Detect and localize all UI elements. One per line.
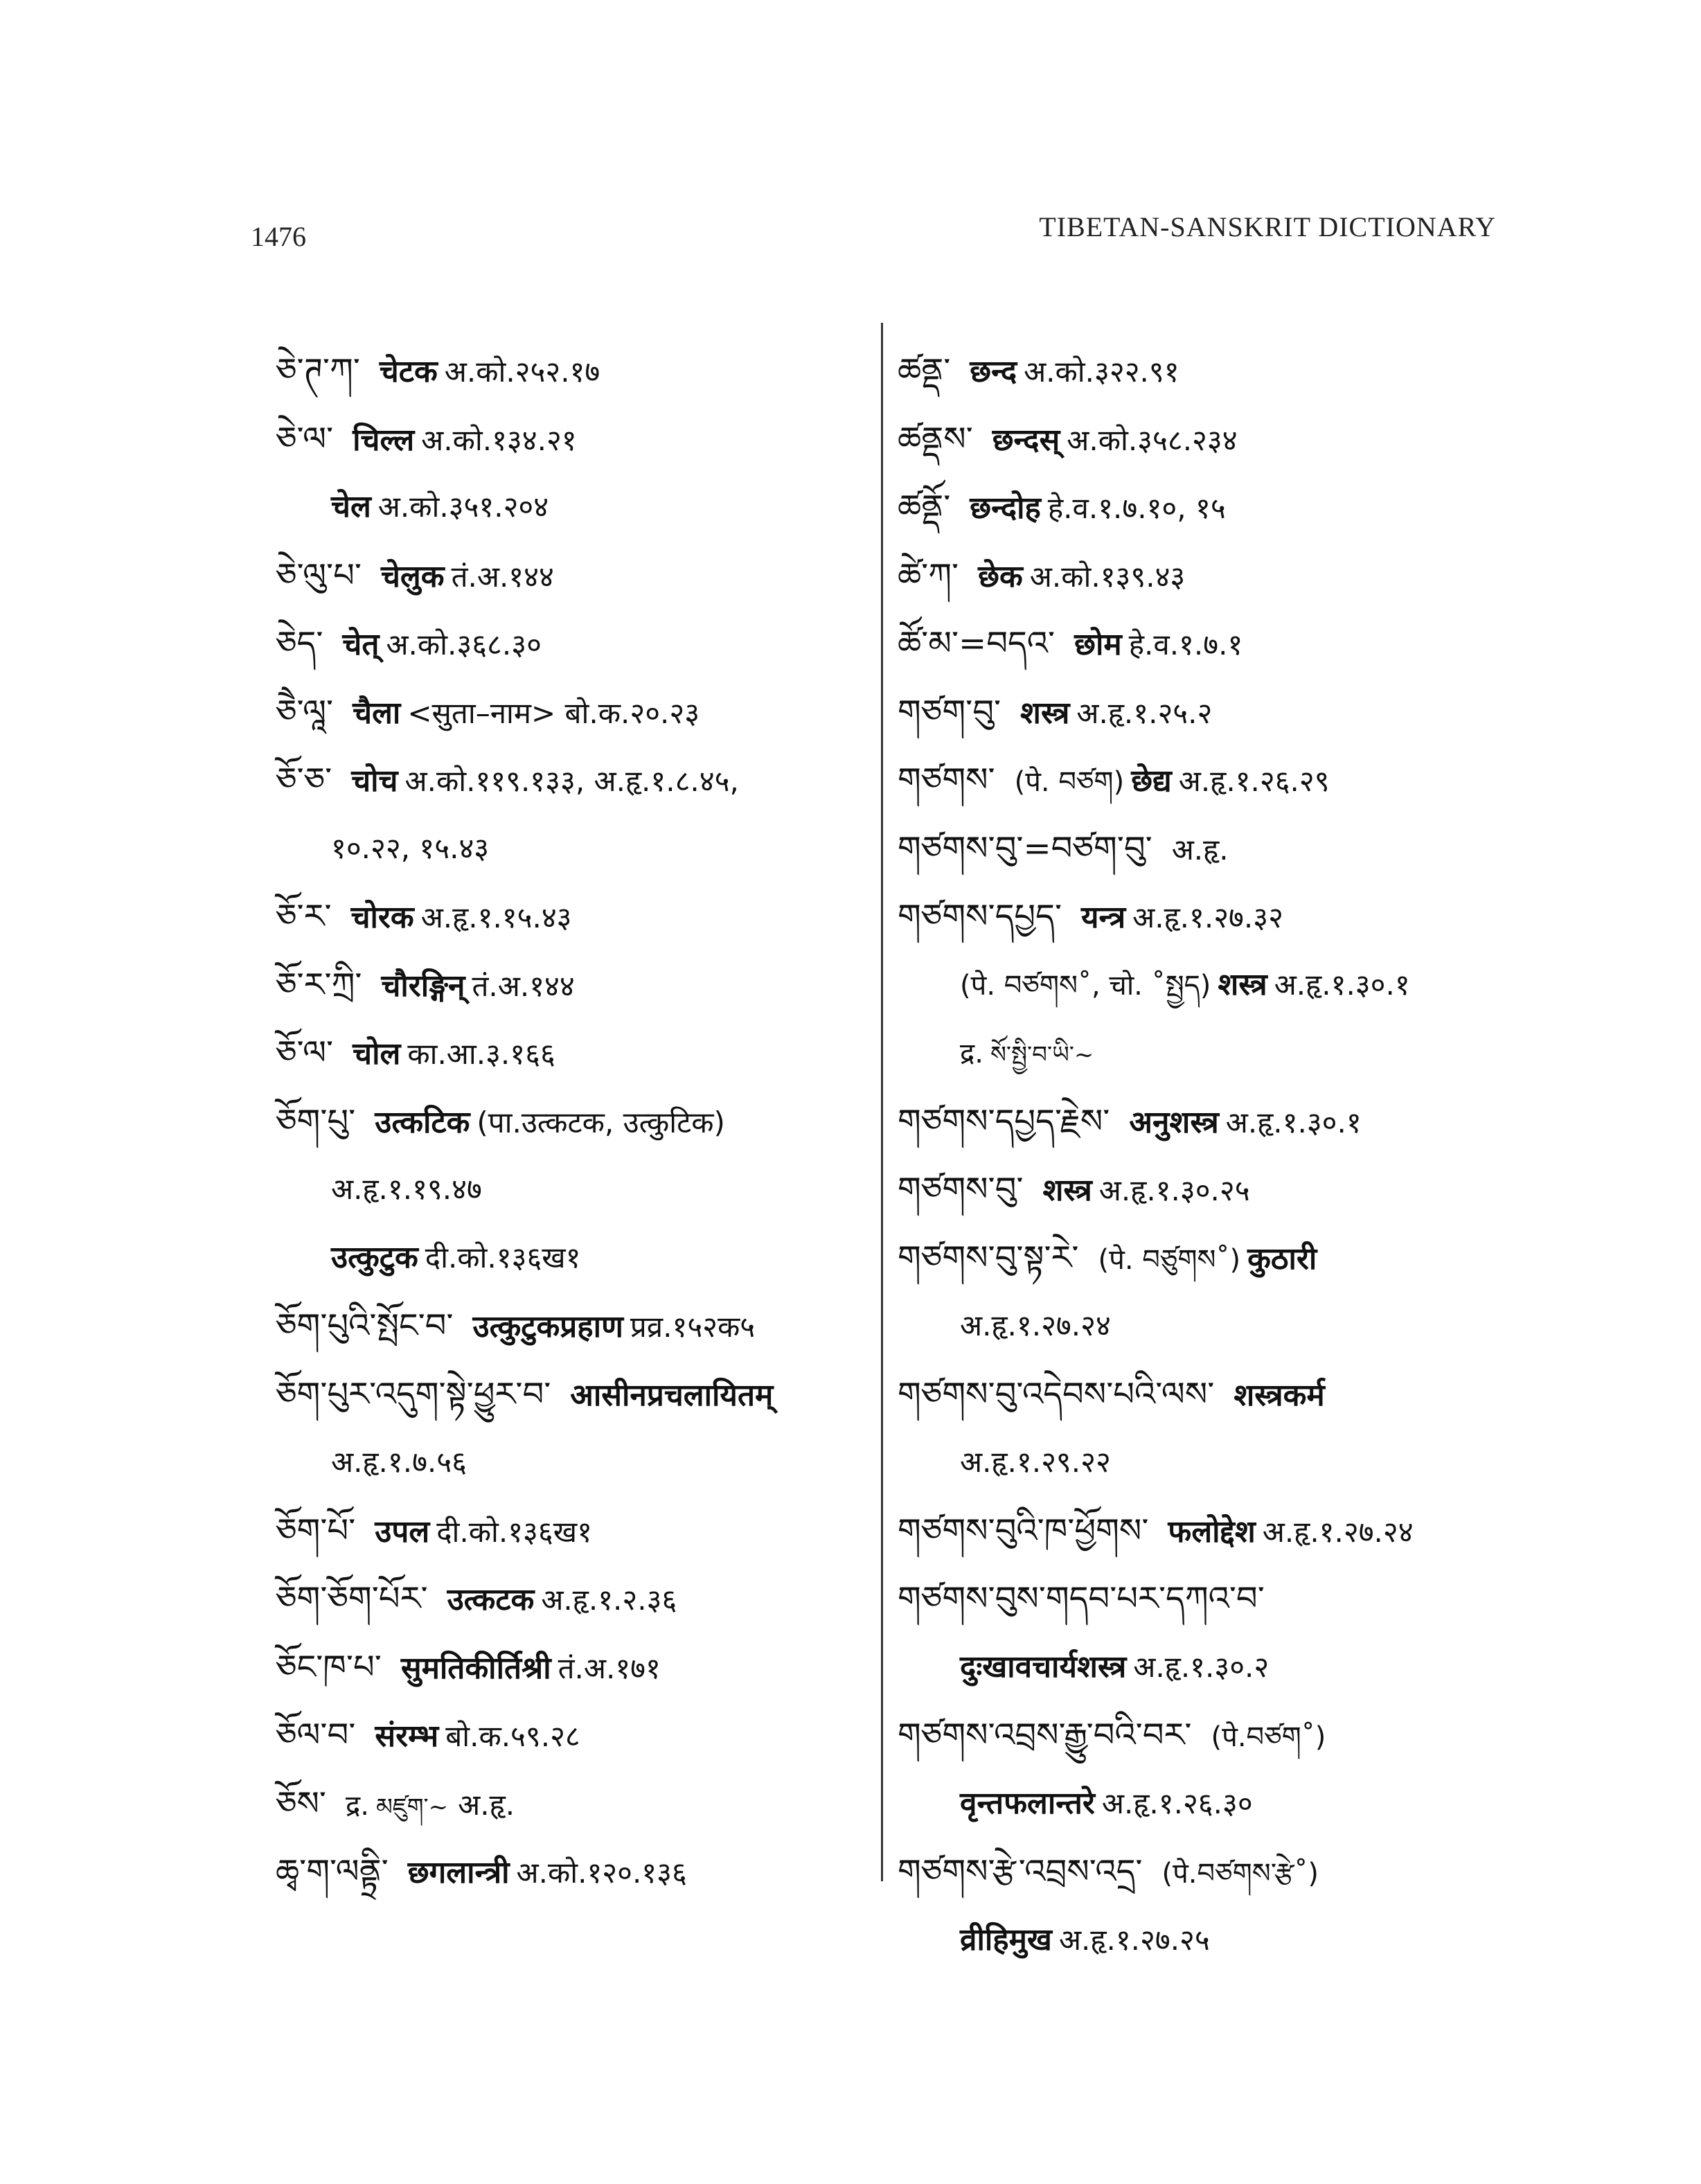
tibetan-headword: ཅོལ་བ་ (276, 1716, 356, 1755)
source-reference: अ.हृ.१.२.३६ (541, 1583, 677, 1617)
tibetan-headword: ཅོས་ (276, 1784, 327, 1823)
entry-line (898, 882, 1507, 951)
entry-line (276, 1633, 857, 1702)
entry-line (276, 1497, 857, 1565)
tibetan-headword: གཙགས་བུས་གདབ་པར་དཀའ་བ་ (898, 1579, 1265, 1618)
tibetan-headword: ཅོང་ཁ་པ་ (276, 1647, 382, 1687)
tibetan-headword: ཚནྡོ་ (898, 488, 951, 526)
entry-line (898, 1224, 1507, 1293)
sanskrit-equivalent: चेत् (342, 627, 380, 662)
variant-note: (पे. བཙགས˚, चो. ˚སྤྱད) (960, 969, 1211, 1002)
tibetan-cross-reference: སོ་སྤྱི་བ་ཡི་~ (990, 1041, 1094, 1069)
entry-line (898, 1087, 1507, 1156)
source-reference: अ.हृ.१.३०.२५ (1098, 1173, 1250, 1207)
tibetan-headword: ཅེ་ཊ་ཀ་ (276, 351, 360, 390)
tibetan-headword: ཅོ་ར་ཀྲི་ (276, 965, 362, 1004)
source-reference: तं.अ.१४४ (451, 559, 554, 594)
source-reference: हे.व.१.७.१ (1128, 628, 1243, 662)
source-reference: १०.२२, १५.४३ (331, 831, 490, 865)
entry-continuation (898, 1770, 1507, 1838)
entry-continuation (898, 1633, 1507, 1702)
source-reference: अ.हृ.१.२५.२ (1076, 695, 1213, 730)
source-reference: अ.हृ.१.३०.१ (1274, 967, 1410, 1002)
variant-note: (पे.བཙག˚) (1211, 1721, 1326, 1753)
sanskrit-equivalent: चेल (331, 489, 371, 524)
source-reference: तं.अ.१७१ (558, 1651, 661, 1685)
sanskrit-equivalent: चेलुक (380, 558, 445, 594)
entry-line (898, 1360, 1507, 1429)
sanskrit-equivalent: यन्त्र (1081, 900, 1126, 935)
tibetan-headword: ཅོག་པོ་ (276, 1511, 356, 1550)
source-reference: अ.हृ.१.१५.४३ (420, 900, 572, 934)
source-reference: हे.व.१.७.१०, १५ (1047, 491, 1226, 525)
tibetan-cross-reference: མཛུག་~ (375, 1793, 449, 1821)
sanskrit-equivalent: कुठारी (1247, 1241, 1317, 1277)
sanskrit-equivalent: छन्दोह (970, 490, 1041, 526)
tibetan-headword: གཙགས་བུའི་ཁ་ཕྱོགས་ (898, 1511, 1149, 1550)
tibetan-headword: གཙགས་བུ་སྟ་རེ་ (898, 1238, 1079, 1277)
source-reference: अ.को.१३९.४३ (1029, 559, 1186, 594)
tibetan-headword: གཙགས་བུ་ (898, 1170, 1024, 1209)
sanskrit-equivalent: छगलान्त्री (407, 1855, 510, 1890)
variant-note: (पे.བཙགས་རྩེ˚) (1161, 1858, 1319, 1890)
entry-line (276, 405, 857, 474)
source-reference: तं.अ.१४४ (472, 968, 575, 1003)
source-reference: अ.हृ.१.१९.४७ (331, 1172, 482, 1206)
column-divider (881, 323, 883, 1881)
source-reference: अ.हृ.१.३०.२ (1133, 1649, 1270, 1684)
entry-line (276, 746, 857, 815)
source-reference: अ.को.३२२.९१ (1024, 355, 1179, 389)
tibetan-headword: ཚནྡ་ (898, 351, 951, 390)
sanskrit-equivalent: वृन्तफलान्तरे (960, 1785, 1095, 1821)
sanskrit-equivalent: फलोद्देश (1168, 1513, 1256, 1550)
tibetan-headword: གཙགས་བུ་འདེབས་པའི་ལས་ (898, 1374, 1215, 1414)
source-reference: (पा.उत्कटक, उत्कुटिक) (477, 1105, 725, 1139)
tibetan-headword: གཙག་བུ་ (898, 692, 1001, 731)
tibetan-headword: གཙགས་ (898, 761, 995, 799)
entry-line (276, 1292, 857, 1360)
tibetan-headword: ཚནྡས་ (898, 419, 973, 459)
entry-continuation (898, 1019, 1507, 1087)
sanskrit-equivalent: चिल्ल (353, 422, 415, 458)
tibetan-headword: ཅཻ་ལཱ་ (276, 692, 334, 731)
entry-continuation (898, 1906, 1507, 1975)
left-column (276, 337, 857, 1906)
sanskrit-equivalent: चोरक (350, 900, 414, 935)
sanskrit-equivalent: आसीनप्रचलायितम् (570, 1377, 774, 1413)
sanskrit-equivalent: चोच (351, 763, 398, 799)
tibetan-headword: ཚེ་ཀ་ (898, 556, 959, 595)
sanskrit-equivalent: उत्कुटुकप्रहाण (472, 1309, 623, 1344)
variant-note: (पे. བཙག) (1014, 766, 1125, 798)
entry-line (898, 1701, 1507, 1770)
sanskrit-equivalent: उपल (375, 1513, 430, 1550)
tibetan-headword: ཅོག་པུར་འདུག་སྟེ་ཕྱུར་བ་ (276, 1374, 551, 1414)
entry-line (898, 473, 1507, 542)
source-reference: अ.को.२५२.१७ (444, 355, 600, 389)
sanskrit-equivalent: शस्त्र (1042, 1173, 1092, 1208)
tibetan-headword: ཆྭ་ག་ལནྟྲི་ (276, 1852, 389, 1891)
cross-reference-note: द्र. (960, 1038, 983, 1069)
entry-line (898, 542, 1507, 610)
sanskrit-equivalent: उत्कटक (447, 1582, 535, 1617)
source-reference: अ.हृ. (1171, 832, 1229, 867)
entry-line (898, 1838, 1507, 1906)
entry-line (276, 542, 857, 610)
variant-note: (पे. བཙུགས˚) (1098, 1243, 1241, 1276)
sanskrit-equivalent: शस्त्र (1218, 966, 1267, 1002)
entry-continuation (898, 1292, 1507, 1360)
entry-line (898, 337, 1507, 405)
source-reference: बो.क.५९.२८ (445, 1719, 580, 1753)
source-reference: का.आ.३.१६६ (407, 1037, 555, 1071)
sanskrit-equivalent: अनुशस्त्र (1129, 1104, 1219, 1140)
tibetan-headword: ཅོ་ལ་ (276, 1033, 334, 1072)
sanskrit-equivalent: छोम (1074, 627, 1122, 662)
entry-line (898, 815, 1507, 883)
entry-line (276, 337, 857, 405)
entry-line (898, 1155, 1507, 1224)
source-reference: दी.को.१३६ख१ (425, 1240, 581, 1275)
tibetan-headword: གཙགས་དཔྱད་ (898, 897, 1062, 936)
entry-continuation (276, 1224, 857, 1293)
tibetan-headword: ཅོ་ར་ (276, 897, 332, 936)
sanskrit-equivalent: चैला (353, 695, 401, 731)
tibetan-headword: ཅེ་ལ་ (276, 419, 334, 459)
entry-line (898, 678, 1507, 747)
source-reference: अ.हृ.१.२७.२४ (960, 1308, 1111, 1342)
tibetan-headword: ཅོག་པུ་ (276, 1101, 356, 1141)
sanskrit-equivalent: छन्द (970, 354, 1017, 389)
source-reference: अ.को.१३४.२१ (421, 423, 577, 457)
entry-line (276, 1360, 857, 1429)
entry-continuation (276, 1155, 857, 1224)
entry-continuation (276, 473, 857, 542)
sanskrit-equivalent: चौरङ्गिन् (381, 968, 465, 1004)
sanskrit-equivalent: चेटक (379, 354, 438, 389)
cross-reference-note: द्र. (346, 1789, 369, 1822)
source-reference: अ.हृ. (458, 1787, 515, 1822)
tibetan-headword: ཅེ་ལུ་པ་ (276, 556, 362, 595)
entry-line (898, 1565, 1507, 1633)
sanskrit-equivalent: व्रीहिमुख (960, 1921, 1052, 1957)
sanskrit-equivalent: सुमतिकीर्तिश्री (400, 1650, 551, 1686)
source-reference: अ.को.३६८.३० (386, 628, 542, 662)
sanskrit-equivalent: उत्कटिक (375, 1104, 470, 1140)
sanskrit-equivalent: उत्कुटुक (331, 1239, 418, 1275)
tibetan-headword: ཚོ་མ་=བདའ་ (898, 624, 1056, 663)
source-reference: प्रव्र.१५२क५ (630, 1310, 756, 1344)
entry-line (898, 405, 1507, 474)
sanskrit-equivalent: छेद्य (1131, 763, 1172, 799)
entry-line (276, 951, 857, 1020)
running-head: TIBETAN-SANSKRIT DICTIONARY (1039, 211, 1496, 242)
entry-line (276, 678, 857, 747)
source-reference: अ.को.११९.१३३, अ.हृ.१.८.४५, (404, 764, 739, 798)
entry-line (898, 610, 1507, 678)
entry-continuation (898, 951, 1507, 1020)
entry-line (276, 1838, 857, 1906)
source-reference: अ.हृ.१.२६.२९ (1178, 764, 1330, 798)
sanskrit-equivalent: शस्त्र (1020, 695, 1070, 731)
sanskrit-equivalent: संरम्भ (375, 1719, 439, 1754)
sanskrit-equivalent: चोल (353, 1036, 401, 1072)
source-reference: अ.को.३५८.२३४ (1067, 423, 1238, 457)
page-number: 1476 (251, 221, 306, 252)
entry-continuation (276, 1428, 857, 1497)
entry-line (276, 1087, 857, 1156)
sanskrit-equivalent: शस्त्रकर्म (1234, 1377, 1325, 1413)
entry-continuation (276, 815, 857, 883)
source-reference: अ.हृ.१.३०.१ (1225, 1105, 1362, 1139)
tibetan-headword: ཅོག་པུའི་སྤོང་བ་ (276, 1306, 454, 1345)
entry-line (276, 1701, 857, 1770)
source-reference: अ.हृ.१.२७.२४ (1262, 1514, 1414, 1549)
entry-line (276, 1019, 857, 1087)
entry-line (898, 1497, 1507, 1565)
entry-line (276, 1565, 857, 1633)
sanskrit-equivalent: दुःखावचार्यशस्त्र (960, 1649, 1127, 1685)
tibetan-headword: ཅེད་ (276, 624, 323, 663)
tibetan-headword: ཅོ་ཅ་ (276, 761, 332, 799)
tibetan-headword: གཙགས་དཔྱད་རྗེས་ (898, 1101, 1110, 1141)
entry-continuation (898, 1428, 1507, 1497)
entry-line (276, 882, 857, 951)
source-reference: अ.को.३५१.२०४ (377, 490, 549, 524)
tibetan-headword: གཙགས་བུ་=བཙག་བུ་ (898, 828, 1152, 868)
sanskrit-equivalent: छन्दस् (992, 422, 1060, 458)
source-reference: अ.को.१२०.१३६ (516, 1856, 687, 1890)
source-reference: अ.हृ.१.२६.३० (1101, 1786, 1253, 1820)
tibetan-headword: གཙགས་འབྲས་རྒྱུ་བའི་བར་ (898, 1716, 1192, 1755)
source-reference: दी.को.१३६ख१ (436, 1514, 592, 1549)
entry-line (276, 1770, 857, 1838)
source-reference: <सुता–नाम> बो.क.२०.२३ (407, 695, 700, 730)
tibetan-headword: ཅོག་ཅོག་པོར་ (276, 1579, 428, 1618)
source-reference: अ.हृ.१.२७.२५ (1058, 1922, 1210, 1957)
right-column (898, 337, 1507, 1974)
entry-line (898, 746, 1507, 815)
sanskrit-equivalent: छेक (978, 558, 1023, 594)
source-reference: अ.हृ.१.२९.२२ (960, 1445, 1111, 1479)
entry-line (276, 610, 857, 678)
source-reference: अ.हृ.१.७.५६ (331, 1445, 467, 1479)
tibetan-headword: གཙགས་རྩེ་འབྲས་འདྲ་ (898, 1852, 1143, 1891)
source-reference: अ.हृ.१.२७.३२ (1132, 900, 1283, 934)
